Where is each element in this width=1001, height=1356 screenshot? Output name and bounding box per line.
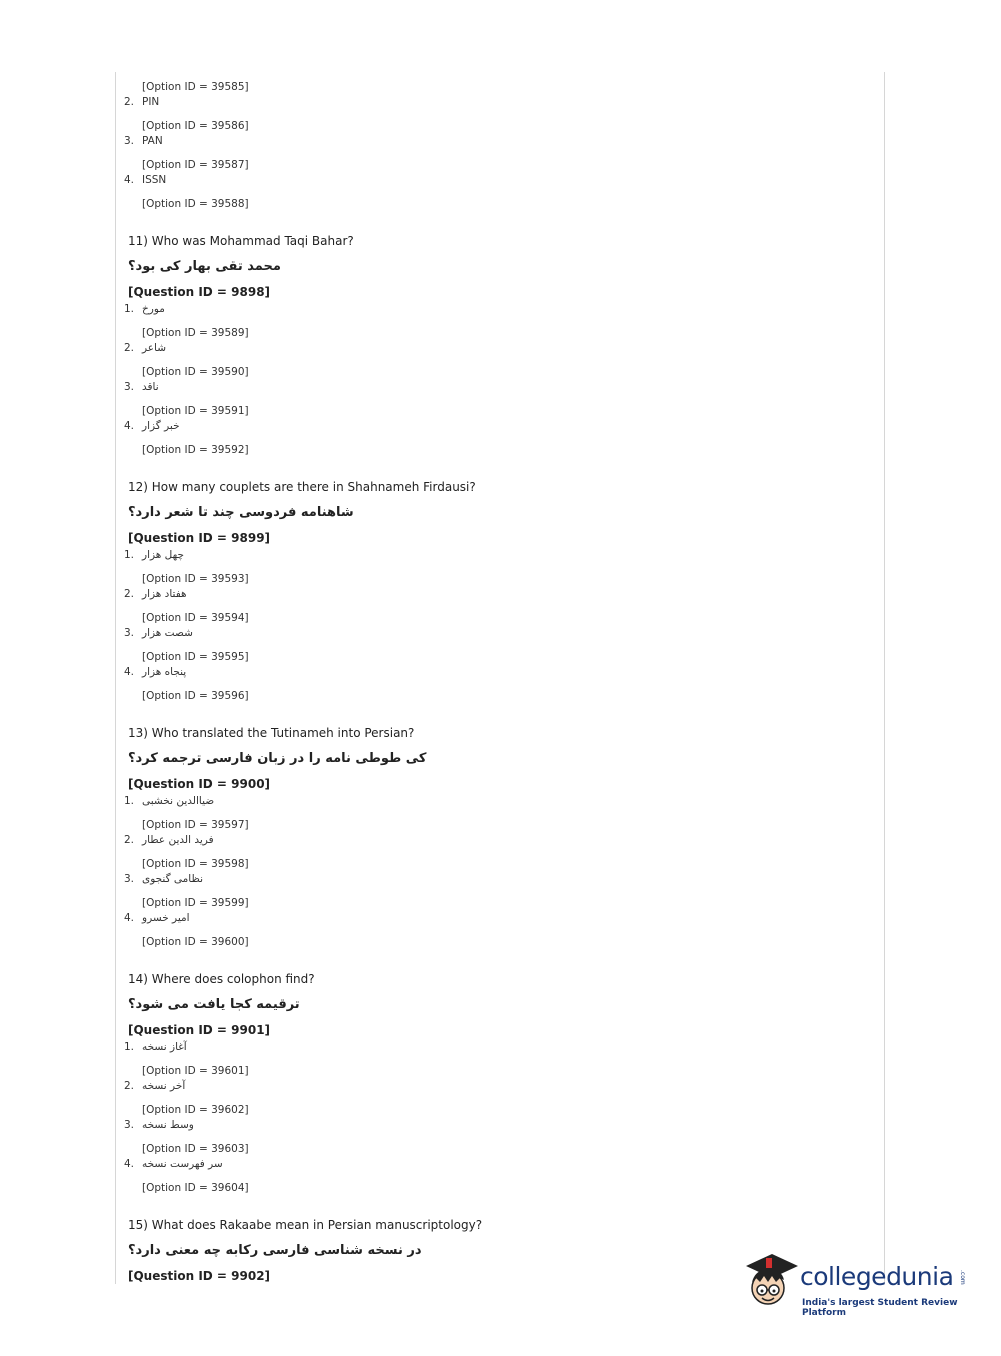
option-item	[124, 1040, 864, 1054]
question-persian: شاهنامه فردوسی چند تا شعر دارد؟	[128, 505, 354, 520]
option-item	[124, 341, 864, 355]
option-number: 4.	[124, 420, 135, 432]
option-number: 2.	[124, 1080, 135, 1092]
option-text: سر فهرست نسخه	[142, 1158, 223, 1170]
question-id: [Question ID = 9901]	[128, 1023, 271, 1037]
option-item	[124, 833, 864, 847]
option-id: [Option ID = 39594]	[142, 612, 249, 624]
logo-tagline: India's largest Student Review Platform	[802, 1298, 958, 1318]
option-item	[124, 665, 864, 679]
question-persian: در نسخه شناسی فارسی رکابه چه معنی دارد؟	[128, 1243, 422, 1258]
option-number: 1.	[124, 549, 135, 561]
option-item	[124, 794, 864, 808]
option-number: 4.	[124, 174, 135, 186]
option-id: [Option ID = 39600]	[142, 936, 249, 948]
question-block	[124, 479, 864, 703]
question-id: [Question ID = 9902]	[128, 1269, 271, 1283]
option-text: PAN	[142, 135, 163, 147]
option-number: 1.	[124, 795, 135, 807]
option-id: [Option ID = 39587]	[142, 159, 249, 171]
option-id: [Option ID = 39590]	[142, 366, 249, 378]
option-id: [Option ID = 39601]	[142, 1065, 249, 1077]
logo-domain-suffix: .com	[959, 1270, 966, 1285]
option-text: شصت هزار	[142, 627, 193, 639]
option-text: ضیاالدین نخشبی	[142, 795, 215, 807]
option-item	[124, 872, 864, 886]
option-number: 3.	[124, 627, 135, 639]
option-number: 4.	[124, 912, 135, 924]
option-id: [Option ID = 39599]	[142, 897, 249, 909]
question-block	[124, 971, 864, 1195]
question-persian: محمد تقی بهار کی بود؟	[128, 259, 281, 274]
option-number: 2.	[124, 342, 135, 354]
option-item	[124, 548, 864, 562]
right-margin-rule	[884, 72, 885, 1284]
option-id: [Option ID = 39586]	[142, 120, 249, 132]
option-text: شاعر	[142, 342, 167, 354]
collegedunia-logo	[742, 1248, 972, 1318]
option-text: پنجاه هزار	[142, 666, 187, 678]
option-text: امیر خسرو	[142, 912, 190, 924]
option-item	[124, 1118, 864, 1132]
option-id: [Option ID = 39597]	[142, 819, 249, 831]
question-block	[124, 233, 864, 457]
question-english: 12) How many couplets are there in Shahnameh Firdausi?	[128, 480, 476, 494]
option-text: نظامی گنجوی	[142, 873, 204, 885]
option-text: مورخ	[142, 303, 165, 315]
question-block	[124, 725, 864, 949]
option-text: خبر گزار	[142, 420, 180, 432]
option-id: [Option ID = 39603]	[142, 1143, 249, 1155]
pre-options	[124, 80, 864, 211]
option-text: آغاز نسخه	[142, 1041, 187, 1053]
option-text: ISSN	[142, 174, 167, 186]
left-margin-rule	[115, 72, 116, 1284]
option-number: 2.	[124, 834, 135, 846]
option-text: PIN	[142, 96, 160, 108]
question-english: 14) Where does colophon find?	[128, 972, 315, 986]
option-id: [Option ID = 39588]	[142, 198, 249, 210]
question-english: 11) Who was Mohammad Taqi Bahar?	[128, 234, 354, 248]
option-id: [Option ID = 39592]	[142, 444, 249, 456]
option-number: 2.	[124, 588, 135, 600]
question-id: [Question ID = 9900]	[128, 777, 271, 791]
option-text: هفتاد هزار	[142, 588, 187, 600]
option-number: 4.	[124, 1158, 135, 1170]
mascot-icon	[742, 1248, 802, 1318]
option-number: 3.	[124, 381, 135, 393]
question-id: [Question ID = 9899]	[128, 531, 271, 545]
option-item	[124, 911, 864, 925]
option-item	[124, 134, 864, 148]
option-text: وسط نسخه	[142, 1119, 194, 1131]
option-text: ناقد	[142, 381, 159, 393]
option-id: [Option ID = 39596]	[142, 690, 249, 702]
option-id: [Option ID = 39602]	[142, 1104, 249, 1116]
option-item	[124, 1079, 864, 1093]
question-id: [Question ID = 9898]	[128, 285, 271, 299]
option-number: 4.	[124, 666, 135, 678]
option-text: فرید الدین عطار	[142, 834, 214, 846]
option-number: 1.	[124, 1041, 135, 1053]
option-item	[124, 587, 864, 601]
option-id: [Option ID = 39591]	[142, 405, 249, 417]
option-item	[124, 302, 864, 316]
question-english: 13) Who translated the Tutinameh into Persian?	[128, 726, 415, 740]
option-text: آخر نسخه	[142, 1080, 186, 1092]
option-number: 2.	[124, 96, 135, 108]
option-id: [Option ID = 39598]	[142, 858, 249, 870]
option-id: [Option ID = 39585]	[142, 81, 249, 93]
option-id: [Option ID = 39593]	[142, 573, 249, 585]
question-persian: ترقیمه کجا یافت می شود؟	[128, 997, 300, 1012]
option-number: 3.	[124, 135, 135, 147]
question-persian: کی طوطی نامه را در زبان فارسی ترجمه کرد؟	[128, 751, 427, 766]
logo-wordmark: collegedunia	[800, 1262, 954, 1291]
option-text: چهل هزار	[142, 549, 184, 561]
option-number: 3.	[124, 1119, 135, 1131]
option-item	[124, 419, 864, 433]
option-item	[124, 380, 864, 394]
option-item	[124, 626, 864, 640]
option-item	[124, 173, 864, 187]
option-id: [Option ID = 39595]	[142, 651, 249, 663]
option-item	[124, 95, 864, 109]
option-id: [Option ID = 39589]	[142, 327, 249, 339]
option-number: 3.	[124, 873, 135, 885]
question-paper-content	[124, 80, 864, 1284]
option-number: 1.	[124, 303, 135, 315]
question-english: 15) What does Rakaabe mean in Persian manuscriptology?	[128, 1218, 483, 1232]
option-item	[124, 1157, 864, 1171]
option-id: [Option ID = 39604]	[142, 1182, 249, 1194]
